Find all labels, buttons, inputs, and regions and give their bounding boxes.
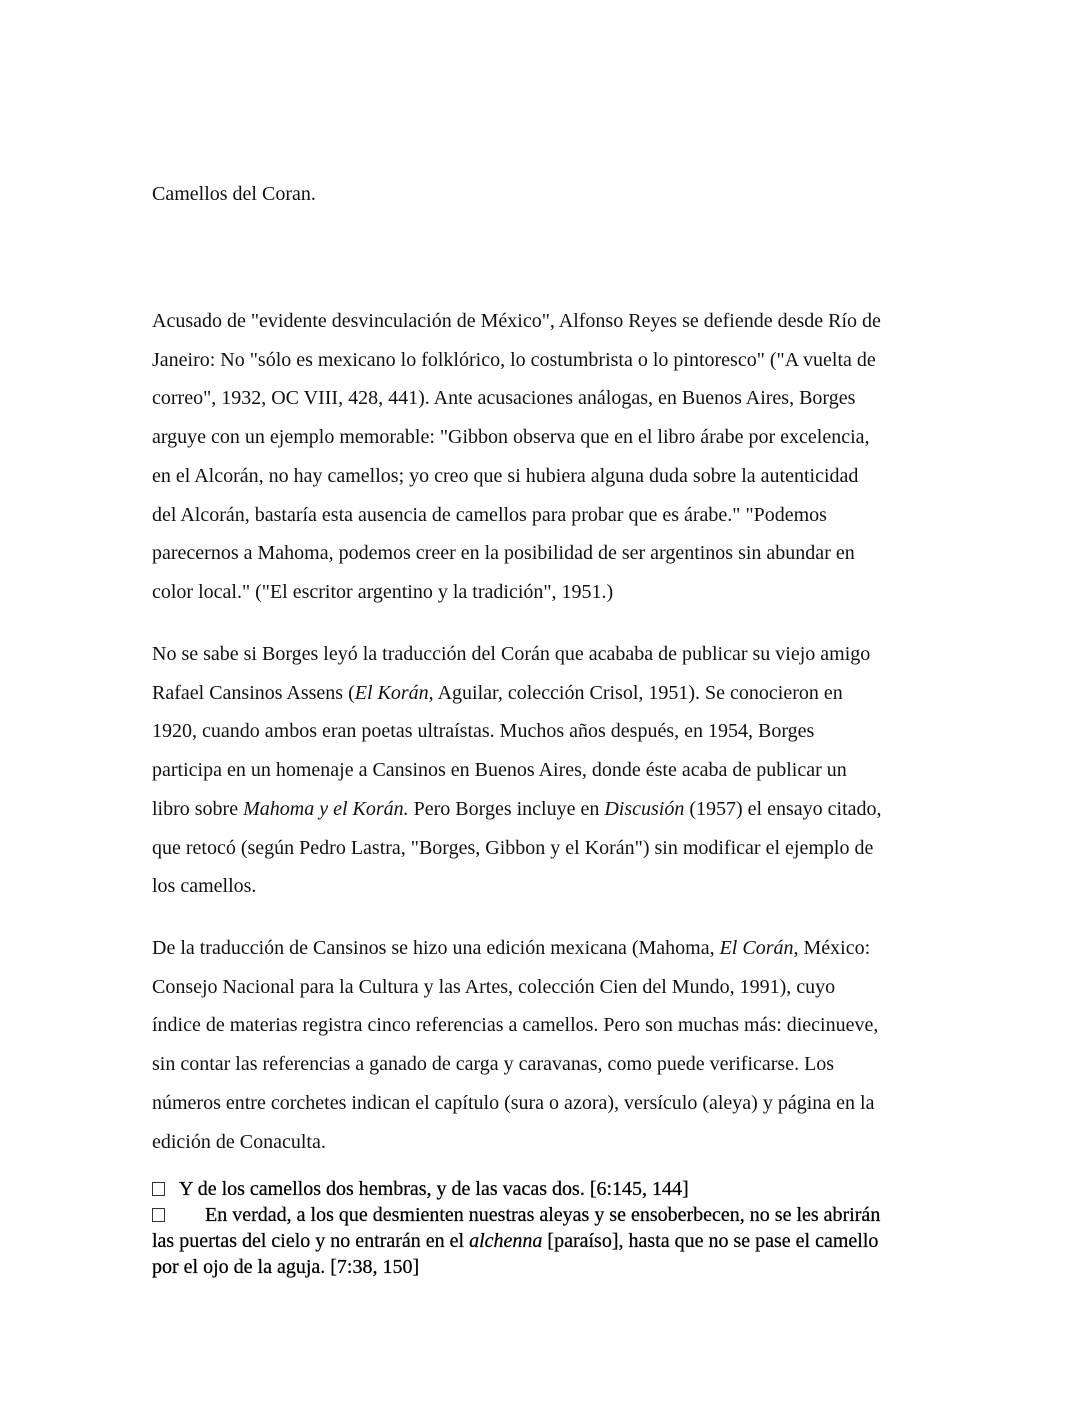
italic-title: El Korán xyxy=(354,681,429,704)
text-run: (1957) el ensayo citado, xyxy=(684,797,882,820)
paragraph-1 xyxy=(152,302,952,612)
paragraph-line: los camellos. xyxy=(152,875,257,898)
verse-line xyxy=(152,1228,952,1254)
paragraph-line: Janeiro: No "sólo es mexicano lo folklórico, lo costumbrista o lo pintoresco" ("A vuelta de xyxy=(152,348,876,371)
paragraph-line: índice de materias registra cinco referencias a camellos. Pero son muchas más: diecinueve, xyxy=(152,1014,879,1037)
text-run: Rafael Cansinos Assens ( xyxy=(152,681,355,704)
paragraph-2 xyxy=(152,635,952,906)
italic-term: alchenna xyxy=(469,1230,543,1252)
paragraph-line: Acusado de "evidente desvinculación de México", Alfonso Reyes se defiende desde Río de xyxy=(152,310,881,332)
verse-line: por el ojo de la aguja. [7:38, 150] xyxy=(152,1256,420,1278)
bullet-box-icon xyxy=(152,1182,165,1196)
text-run: , México: xyxy=(793,937,871,959)
verse-text: En verdad, a los que desmienten nuestras aleyas y se ensoberbecen, no se les abrirán xyxy=(205,1204,881,1226)
paragraph-line: correo", 1932, OC VIII, 428, 441). Ante acusaciones análogas, en Buenos Aires, Borges xyxy=(152,387,856,410)
paragraph-line: sin contar las referencias a ganado de carga y caravanas, como puede verificarse. Los xyxy=(152,1053,835,1076)
bullet-box-icon xyxy=(152,1208,165,1222)
paragraph-line: del Alcorán, bastaría esta ausencia de camellos para probar que es árabe." "Podemos xyxy=(152,503,827,526)
paragraph-line: parecernos a Mahoma, podemos creer en la posibilidad de ser argentinos sin abundar en xyxy=(152,542,855,565)
verse-list xyxy=(152,1176,952,1280)
paragraph-3 xyxy=(152,929,952,1161)
paragraph-line: Consejo Nacional para la Cultura y las Artes, colección Cien del Mundo, 1991), cuyo xyxy=(152,975,836,998)
document-title: Camellos del Coran. xyxy=(152,183,316,205)
paragraph-line: arguye con un ejemplo memorable: "Gibbon observa que en el libro árabe por excelencia, xyxy=(152,426,870,449)
paragraph-line: participa en un homenaje a Cansinos en Buenos Aires, donde éste acaba de publicar un xyxy=(152,759,847,782)
paragraph-line xyxy=(152,790,952,829)
verse-item xyxy=(152,1176,952,1202)
paragraph-line: No se sabe si Borges leyó la traducción del Corán que acababa de publicar su viejo amigo xyxy=(152,643,871,665)
verse-text: [paraíso], hasta que no se pase el camello xyxy=(542,1230,879,1252)
paragraph-line xyxy=(152,674,952,713)
paragraph-line: en el Alcorán, no hay camellos; yo creo que si hubiera alguna duda sobre la autenticidad xyxy=(152,464,859,487)
paragraph-line xyxy=(152,929,952,968)
text-run: libro sobre xyxy=(152,797,244,820)
italic-title: Discusión xyxy=(604,797,685,820)
verse-text: las puertas del cielo y no entrarán en el xyxy=(152,1230,470,1252)
italic-title: Mahoma y el Korán. xyxy=(243,797,409,820)
paragraph-line: 1920, cuando ambos eran poetas ultraístas. Muchos años después, en 1954, Borges xyxy=(152,720,815,743)
paragraph-line: edición de Conaculta. xyxy=(152,1130,326,1153)
paragraph-line: que retocó (según Pedro Lastra, "Borges, Gibbon y el Korán") sin modificar el ejemplo de xyxy=(152,836,874,859)
text-run: Pero Borges incluye en xyxy=(408,797,605,820)
text-run: De la traducción de Cansinos se hizo una edición mexicana (Mahoma, xyxy=(152,937,720,959)
paragraph-line: números entre corchetes indican el capítulo (sura o azora), versículo (aleya) y página en la xyxy=(152,1091,875,1114)
verse-text: Y de los camellos dos hembras, y de las vacas dos. [6:145, 144] xyxy=(179,1178,689,1200)
text-run: , Aguilar, colección Crisol, 1951). Se conocieron en xyxy=(428,681,843,704)
paragraph-line: color local." ("El escritor argentino y la tradición", 1951.) xyxy=(152,580,614,603)
italic-title: El Corán xyxy=(719,937,794,959)
verse-item xyxy=(152,1202,952,1228)
